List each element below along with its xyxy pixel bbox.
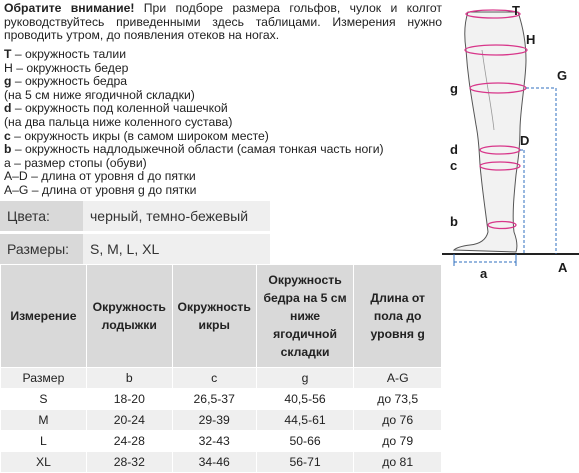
header-calf: Окружность икры: [172, 265, 256, 368]
leg-outline: [454, 12, 526, 252]
table-header-row: [1, 265, 442, 368]
table-cell: Размер: [1, 368, 87, 389]
label-a: a: [480, 266, 488, 281]
table-row: [1, 452, 442, 473]
legend-item: H – окружность бедер: [4, 60, 129, 75]
sizes-value: S, M, L, XL: [83, 233, 270, 265]
table-cell: A-G: [354, 368, 442, 389]
legend-item: b – окружность надлодыжечной области (самая тонкая часть ноги): [4, 142, 384, 157]
table-cell: 40,5-56: [256, 389, 354, 410]
table-cell: b: [86, 368, 172, 389]
label-G: G: [557, 68, 568, 83]
table-cell: XL: [1, 452, 87, 473]
intro-warning: Обратите внимание!: [4, 1, 135, 15]
legend-item: A–G – длина от уровня g до пятки: [4, 182, 197, 197]
table-cell: 24-28: [86, 431, 172, 452]
label-d: d: [450, 142, 458, 157]
legend-item: T – окружность талии: [4, 47, 127, 61]
table-row: [1, 431, 442, 452]
legend-item: A–D – длина от уровня d до пятки: [4, 169, 196, 184]
table-cell: 56-71: [256, 452, 354, 473]
intro-text: При подборе размера гольфов, чулок и колгот руководствуйтесь приведенными здесь таблицами. Измерения нужно проводить утром, до появления отеков на ногах.: [4, 1, 442, 43]
sizes-label: Размеры:: [0, 233, 83, 265]
leg-measurement-diagram: [442, 0, 579, 290]
table-cell: до 81: [354, 452, 442, 473]
table-cell: M: [1, 410, 87, 431]
label-H: H: [526, 32, 536, 47]
table-row: [1, 368, 442, 389]
label-D: D: [520, 133, 530, 148]
intro-paragraph: [4, 2, 442, 43]
legend-item: a – размер стопы (обуви): [4, 155, 147, 170]
label-g: g: [450, 81, 458, 96]
label-A: A: [558, 260, 568, 275]
table-cell: до 73,5: [354, 389, 442, 410]
label-b: b: [450, 214, 458, 229]
table-cell: 20-24: [86, 410, 172, 431]
colors-label: Цвета:: [0, 201, 83, 233]
header-thigh: Окружность бедра на 5 см ниже ягодичной складки: [256, 265, 354, 368]
table-cell: 29-39: [172, 410, 256, 431]
header-ankle: Окружность лодыжки: [86, 265, 172, 368]
legend-item: (на два пальца ниже коленного сустава): [4, 114, 233, 129]
table-cell: L: [1, 431, 87, 452]
table-cell: g: [256, 368, 354, 389]
table-cell: 34-46: [172, 452, 256, 473]
legend-item: g – окружность бедра: [4, 74, 128, 89]
table-row: [1, 389, 442, 410]
table-cell: 28-32: [86, 452, 172, 473]
label-T: T: [512, 3, 520, 18]
table-cell: 50-66: [256, 431, 354, 452]
table-cell: S: [1, 389, 87, 410]
label-c: c: [450, 158, 458, 173]
colors-value: черный, темно-бежевый: [83, 201, 270, 233]
legend-item: c – окружность икры (в самом широком месте): [4, 128, 269, 143]
size-chart-table: [0, 264, 442, 473]
measurement-legend: [4, 48, 444, 198]
legend-item: d – окружность под коленной чашечкой: [4, 101, 228, 116]
header-measurement: Измерение: [1, 265, 87, 368]
table-cell: до 76: [354, 410, 442, 431]
product-attributes: [0, 201, 270, 264]
table-cell: c: [172, 368, 256, 389]
table-row: [1, 410, 442, 431]
colors-row: [0, 201, 270, 233]
table-cell: до 79: [354, 431, 442, 452]
sizes-row: [0, 233, 270, 265]
legend-item: (на 5 см ниже ягодичной складки): [4, 87, 195, 102]
table-cell: 26,5-37: [172, 389, 256, 410]
table-cell: 44,5-61: [256, 410, 354, 431]
header-length: Длина от пола до уровня g: [354, 265, 442, 368]
table-cell: 18-20: [86, 389, 172, 410]
table-cell: 32-43: [172, 431, 256, 452]
